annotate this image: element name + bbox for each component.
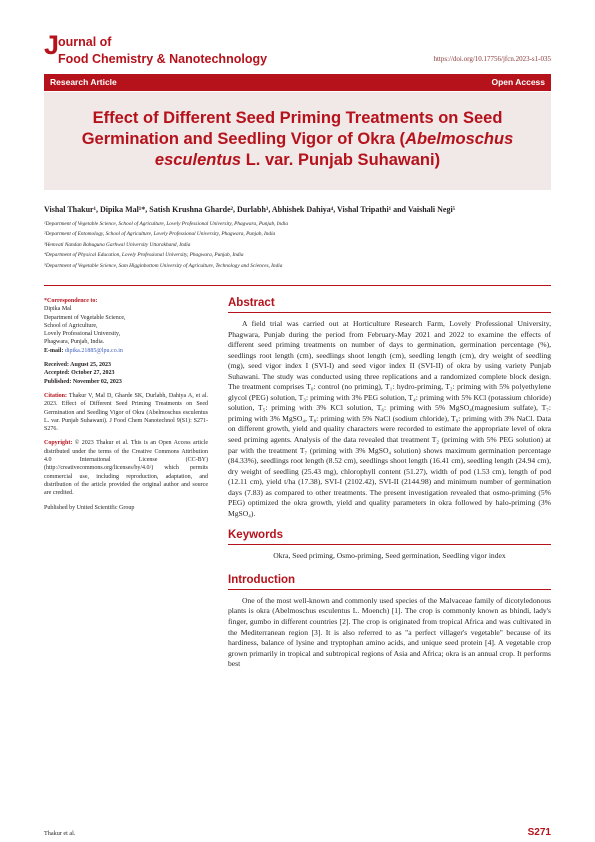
affiliation: ⁵Department of Vegetable Science, Sam Higginbottom University of Agriculture, Technology and Sciences, India — [44, 262, 283, 269]
copyright-text: © 2023 Thakur et al. This is an Open Access article distributed under the terms of the Creative Commons Attribution 4.0 International License (CC-BY) (http://creativecommons.org/licenses/by/4.0/) which permits commercial use, including reproduction, adaptation, and distribution of the article provided the original author and source are credited. — [44, 440, 209, 497]
corr-line: Department of Vegetable Science, — [44, 314, 126, 321]
abstract-text: A field trial was carried out at Horticulture Research Farm, Lovely Professional University, Phagwara, Punjab during the period from February-May 2021 and 2022 to examine the effects of different seed priming treatments on number of days to germination, germination percentage (%), seedlings root length (cm), seedlings shoot length (cm), seedling length (cm), dry weight of seedling (mg), seed vigor index I (SVI-I) and seed vigor index II (SVI-II) of okra by using variety Punjab Suhawani. The study was conducted using three replications and a randomized complete block design. The treatment comprises T₀: control (no priming), T₁: hydro-priming, T₂: priming with 5% polyethylene glycol (PEG) solution, T₃: priming with 3% PEG solution, T₄: priming with 5% KCl (potassium chloride) solution, T₅: priming with 3% KCl solution, T₆: priming with 5% MgSO₄(magnesium sulfate), T₇: priming with 3% MgSO₄, T₈: priming with 5% NaCl (sodium chloride), T₉: priming with 3% NaCl. Data on different growth, yield and quality characters were recorded to estimate the appropriate level of okra seed priming agents. Analysis of the data revealed that treatment T₂ (priming with 5% PEG solution) at par with the treatment T₇ (priming with 3% MgSO₄ solution) shows maximum germination percentage (84.33%), seedlings root length (8.52 cm), seedlings shoot length (16.41 cm), seedling length (24.94 cm), dry weight of seedling (25.43 mg), chlorophyll content (51.27), width of pod (1.53 cm), length of pod (12.11 cm), yield t/ha (17.38), SVI-I (2102.42), SVI-II (2144.98) and minimum number of germination days (7.83) as compared to other treatments. The present investigation revealed that osmo-priming (5% PEG) optimized the okra growth, yield and quality parameters in okra followed by halo-priming (3% MgSO₄). — [228, 319, 551, 518]
page-number: S271 — [527, 827, 551, 838]
affiliation-list — [44, 219, 551, 271]
affiliation: ⁴Department of Physical Education, Lovely Professional University, Phagwara, Punjab, India — [44, 252, 244, 259]
journal-name-line1: ournal of — [58, 35, 112, 49]
affiliation: ¹Department of Vegetable Science, School of Agriculture, Lovely Professional University, Phagwara, Punjab, India — [44, 221, 288, 227]
email-label: E-mail: — [44, 347, 64, 354]
sidebar — [44, 297, 208, 518]
corr-line: Phagwara, Punjab, India. — [44, 339, 105, 346]
article-title — [44, 108, 551, 171]
author-list: Vishal Thakur¹, Dipika Mal¹*, Satish Krushna Gharde², Durlabh³, Abhishek Dahiya⁴, Vishal Tripathi¹ and Vaishali Negi⁵ — [44, 205, 456, 214]
main-column — [228, 297, 551, 670]
publisher: Published by United Scientific Group — [44, 504, 135, 511]
title-part-1: Effect of Different Seed Priming Treatments on Seed Germination and Seedling Vigor of Okra ( — [81, 109, 503, 148]
affiliation: ³Hemvati Nandan Bahuguna Garhwal University Uttarakhand, India — [44, 241, 191, 248]
title-box — [44, 92, 551, 190]
email-link[interactable]: dipika.21885@lpu.co.in — [64, 347, 123, 354]
title-part-3: L. var. Punjab Suhawani) — [241, 151, 441, 169]
journal-logo — [44, 32, 304, 72]
citation-block — [44, 392, 208, 433]
open-access-badge: Open Access — [491, 77, 545, 87]
abstract-heading: Abstract — [228, 297, 551, 313]
introduction-text: One of the most well-known and commonly used species of the Malvaceae family of dicotyledonous plants is okra (Abelmoschus esculentus L. Moench) [1]. The crop is commonly known as bhindi, lady's finger, gumbo in different countries [2]. The crop is originated from tropical Africa and was cultivated in the Mediterranean region [3]. It is also referred to as "a perfect villager's vegetable" because of its hardiness, balance of lysine and tryptophan amino acids, and unique seed protein [4]. A vegetable crop grown primarily in tropical and subtropical regions of Asia and Africa; okra is an annual crop. It performs best — [228, 595, 551, 669]
title-part-2: Abelmoschus esculentus — [154, 130, 514, 169]
affiliation: ²Department of Entomology, School of Agriculture, Lovely Professional University, Phagwara, Punjab, India — [44, 231, 276, 238]
citation-text: Thakur V, Mal D, Gharde SK, Durlabh, Dahiya A, et al. 2023. Effect of Different Seed Priming Treatments on Seed Germination and Seedling Vigor of Okra (Abelmoschus esculentus L. var. Punjab Suhawani). J Food Chem Nanotechnol 9(S1): S271-S276. — [44, 392, 208, 433]
keywords-text: Okra, Seed priming, Osmo-priming, Seed germination, Seedling vigor index — [273, 551, 506, 561]
copyright-label: Copyright: — [44, 440, 73, 447]
published-date: Published: November 02, 2023 — [44, 378, 122, 385]
correspondence-block — [44, 297, 208, 355]
article-type: Research Article — [50, 77, 117, 87]
corr-line: School of Agriculture, — [44, 322, 98, 329]
copyright-block — [44, 439, 208, 497]
running-author: Thakur et al. — [44, 830, 76, 837]
accepted-date: Accepted: October 27, 2023 — [44, 370, 115, 377]
journal-logo-letter: J — [44, 30, 60, 60]
divider — [44, 285, 551, 286]
keywords-heading: Keywords — [228, 529, 551, 545]
article-type-bar — [44, 74, 551, 91]
journal-name-line2: Food Chemistry & Nanotechnology — [58, 52, 268, 66]
citation-label: Citation: — [44, 392, 67, 399]
received-date: Received: August 25, 2023 — [44, 362, 111, 369]
corr-line: Lovely Professional University, — [44, 331, 121, 338]
corr-line: Dipika Mal — [44, 306, 72, 313]
dates-block — [44, 361, 208, 386]
doi-link[interactable]: https://doi.org/10.17756/jfcn.2023-s1-035 — [433, 55, 551, 63]
introduction-heading: Introduction — [228, 574, 551, 590]
correspondence-label: *Correspondence to: — [44, 298, 98, 304]
